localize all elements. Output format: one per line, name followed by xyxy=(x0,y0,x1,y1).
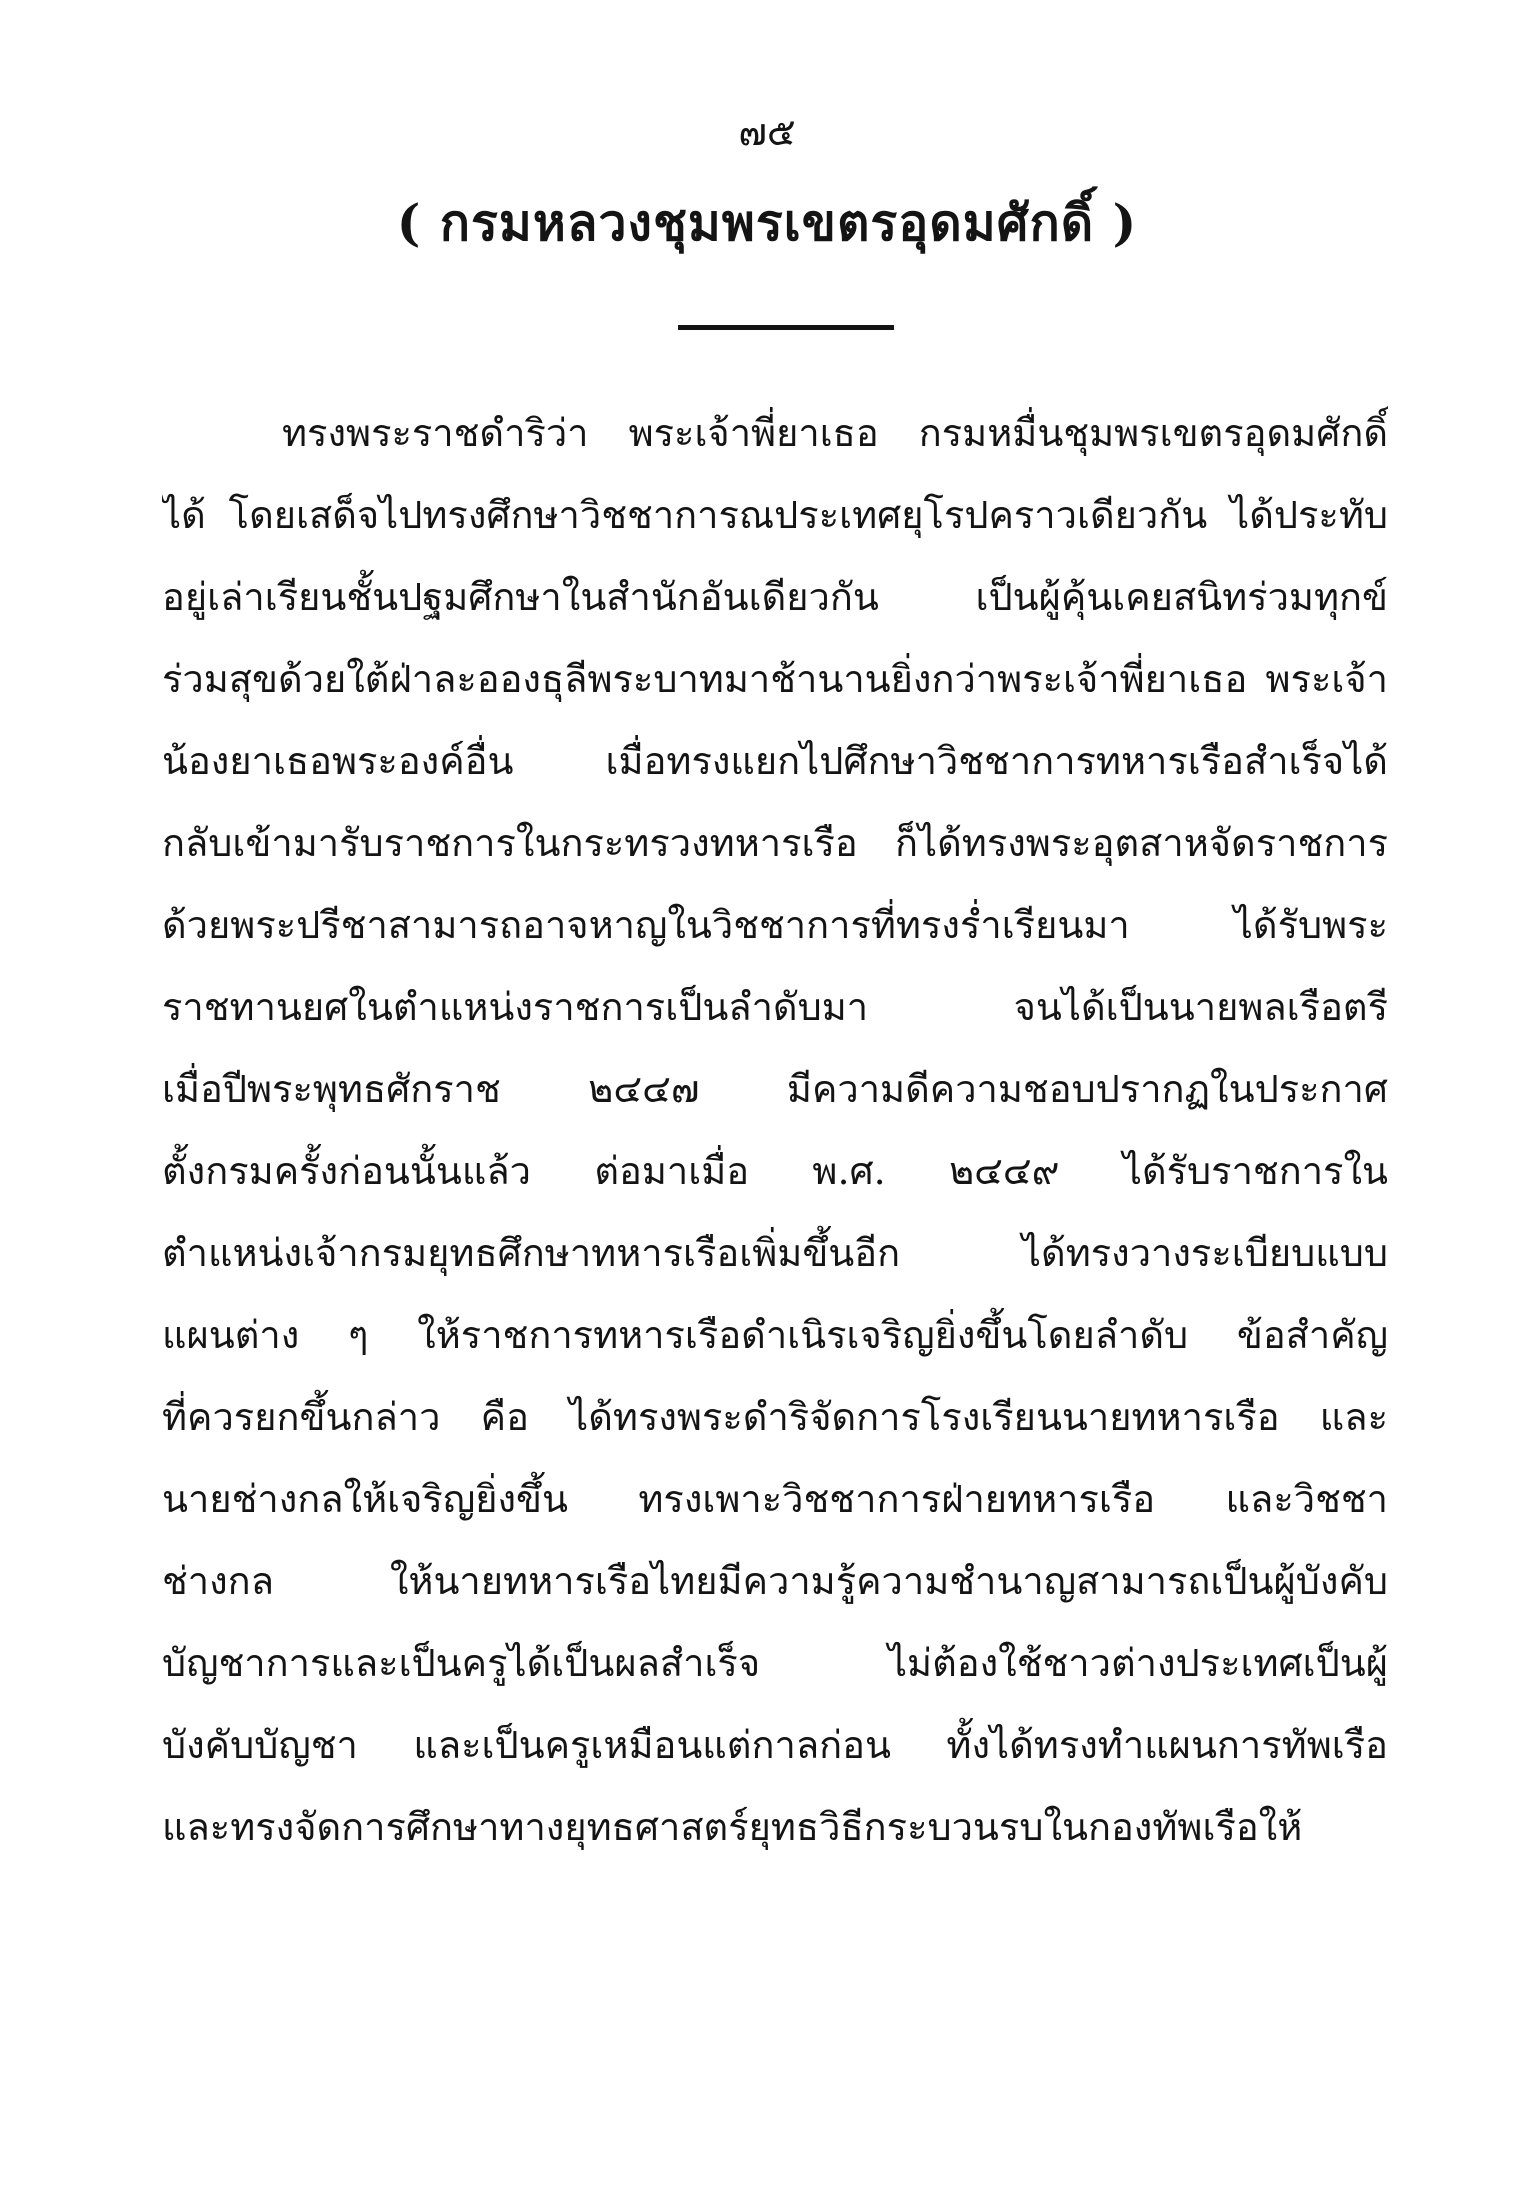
page-title: ( กรมหลวงชุมพรเขตรอุดมศักดิ์ ) xyxy=(396,193,1138,252)
body-line: นายช่างกลให้เจริญยิ่งขึ้น ทรงเพาะวิชชาการฝ่ายทหารเรือ และวิชชา xyxy=(162,1477,1388,1521)
body-line: อยู่เล่าเรียนชั้นปฐมศึกษาในสำนักอันเดียวกัน เป็นผู้คุ้นเคยสนิทร่วมทุกข์ xyxy=(162,575,1388,619)
body-line: ทรงพระราชดำริว่า พระเจ้าพี่ยาเธอ กรมหมื่นชุมพรเขตรอุดมศักดิ์ xyxy=(282,411,1388,455)
body-line: แผนต่าง ๆ ให้ราชการทหารเรือดำเนิรเจริญยิ่งขึ้นโดยลำดับ ข้อสำคัญ xyxy=(162,1313,1388,1357)
body-line: ตั้งกรมครั้งก่อนนั้นแล้ว ต่อมาเมื่อ พ.ศ. ๒๔๔๙ ได้รับราชการใน xyxy=(162,1149,1388,1193)
body-line: บังคับบัญชา และเป็นครูเหมือนแต่กาลก่อน ทั้งได้ทรงทำแผนการทัพเรือ xyxy=(162,1723,1388,1767)
title-divider xyxy=(678,325,894,330)
body-line: ได้ โดยเสด็จไปทรงศึกษาวิชชาการณประเทศยุโรปคราวเดียวกัน ได้ประทับ xyxy=(162,493,1388,537)
body-line: ตำแหน่งเจ้ากรมยุทธศึกษาทหารเรือเพิ่มขึ้นอีก ได้ทรงวางระเบียบแบบ xyxy=(162,1231,1388,1275)
body-line: ร่วมสุขด้วยใต้ฝ่าละอองธุลีพระบาทมาช้านานยิ่งกว่าพระเจ้าพี่ยาเธอ พระเจ้า xyxy=(162,657,1388,701)
page-number: ๗๕ xyxy=(738,110,796,154)
body-line: ช่างกล ให้นายทหารเรือไทยมีความรู้ความชำนาญสามารถเป็นผู้บังคับ xyxy=(162,1559,1388,1603)
body-line: ด้วยพระปรีชาสามารถอาจหาญในวิชชาการที่ทรงร่ำเรียนมา ได้รับพระ xyxy=(162,903,1388,947)
body-line: น้องยาเธอพระองค์อื่น เมื่อทรงแยกไปศึกษาวิชชาการทหารเรือสำเร็จได้ xyxy=(162,739,1388,783)
body-line: กลับเข้ามารับราชการในกระทรวงทหารเรือ ก็ได้ทรงพระอุตสาหจัดราชการ xyxy=(162,821,1388,865)
body-text xyxy=(162,392,1388,1868)
body-line: และทรงจัดการศึกษาทางยุทธศาสตร์ยุทธวิธีกระบวนรบในกองทัพเรือให้ xyxy=(162,1805,1303,1849)
body-line: บัญชาการและเป็นครูได้เป็นผลสำเร็จ ไม่ต้องใช้ชาวต่างประเทศเป็นผู้ xyxy=(162,1641,1388,1685)
body-line: ราชทานยศในตำแหน่งราชการเป็นลำดับมา จนได้เป็นนายพลเรือตรี xyxy=(162,985,1388,1029)
body-line: เมื่อปีพระพุทธศักราช ๒๔๔๗ มีความดีความชอบปรากฏในประกาศ xyxy=(162,1067,1388,1111)
body-line: ที่ควรยกขึ้นกล่าว คือ ได้ทรงพระดำริจัดการโรงเรียนนายทหารเรือ และ xyxy=(162,1395,1388,1439)
